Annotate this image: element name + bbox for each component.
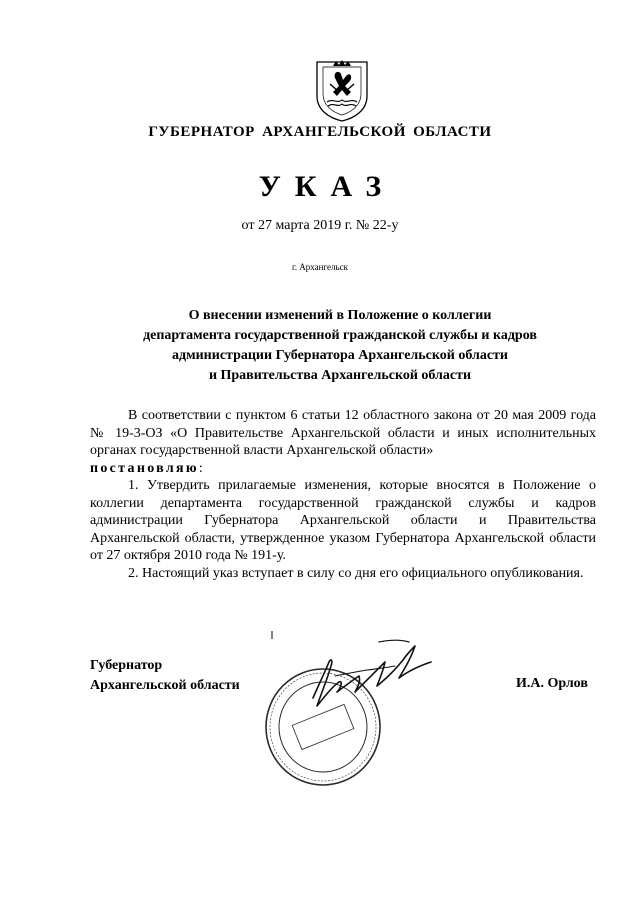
title-line: и Правительства Архангельской области (208, 368, 472, 383)
item-paragraph-2: 2. Настоящий указ вступает в силу со дня его официального опубликования. (128, 565, 584, 581)
margin-tick-mark (270, 631, 274, 639)
signatory-position (90, 656, 240, 696)
signatory-name: И.А. Орлов (516, 676, 588, 691)
title-line: администрации Губернатора Архангельской области (172, 348, 508, 363)
item-paragraph-1: 1. Утвердить прилагаемые изменения, которые вносятся в Положение о коллегии департамента государственной гражданской службы и кадров администрации Губернатора Архангельской области и Правительства Архангельской области, утвержденное указом Губернатора Архангельской области от 27 октября 2010 года № 191-у. (90, 478, 596, 563)
signatory-position-line1: Губернатор (90, 658, 163, 673)
title-line: О внесении изменений в Положение о коллегии (188, 308, 492, 323)
signatory-position-line2: Архангельской области (90, 678, 240, 693)
title-line: департамента государственной гражданской службы и кадров (143, 328, 537, 343)
decree-word: постановляю (90, 460, 199, 476)
document-type: УКАЗ (258, 170, 396, 203)
document-city: г. Архангельск (292, 262, 348, 272)
preamble-paragraph: В соответствии с пунктом 6 статьи 12 областного закона от 20 мая 2009 года № 19-3-ОЗ «О Правительстве Архангельской области и иных исполнительных органах государственной власти Архангельской области» (90, 408, 596, 458)
handwritten-signature (295, 636, 455, 716)
document-date-number: от 27 марта 2019 г. № 22-у (241, 218, 399, 233)
issuing-authority: ГУБЕРНАТОР АРХАНГЕЛЬСКОЙ ОБЛАСТИ (148, 124, 492, 140)
decree-line (90, 460, 596, 478)
document-title (90, 306, 590, 386)
decree-colon: : (198, 460, 203, 476)
coat-of-arms-icon (313, 58, 371, 122)
document-body (90, 407, 596, 582)
